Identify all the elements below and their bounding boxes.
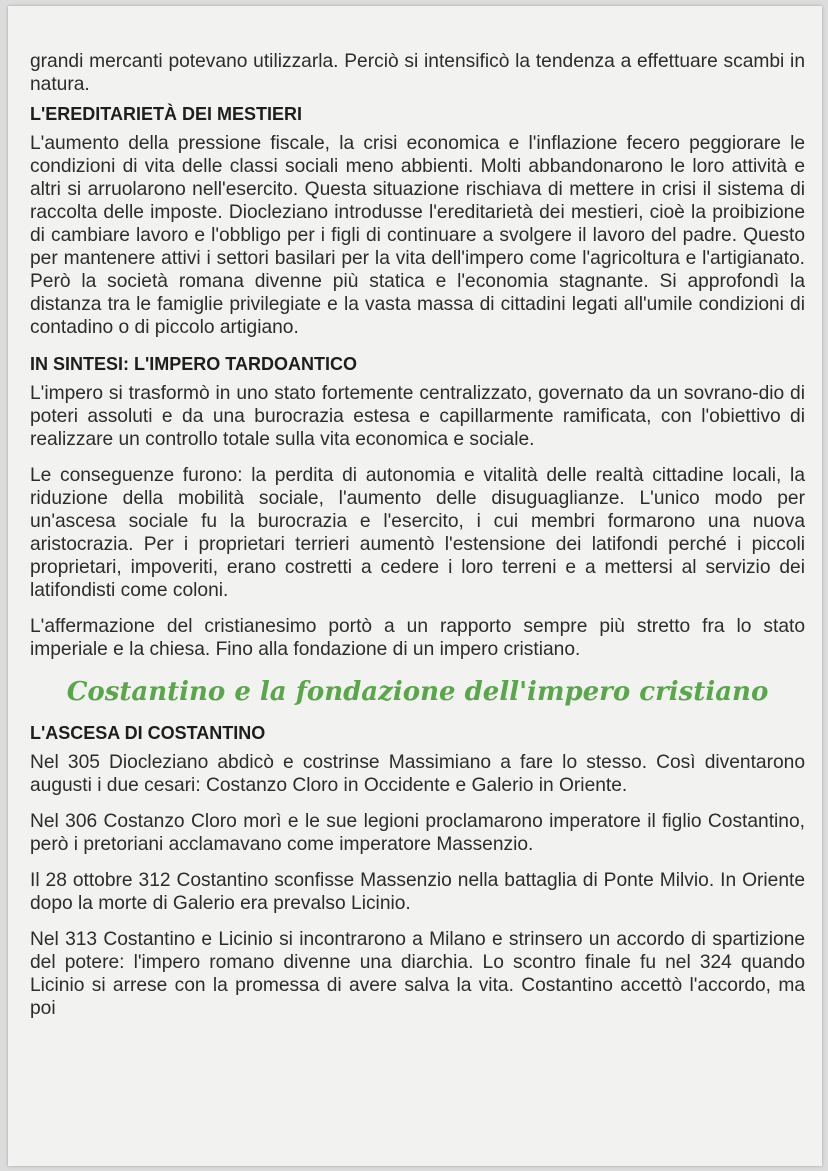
section-heading-sintesi: IN SINTESI: L'IMPERO TARDOANTICO xyxy=(30,354,357,374)
paragraph-sintesi-1: L'impero si trasformò in uno stato fortemente centralizzato, governato da un sovrano-dio di poteri assoluti e da una burocrazia estesa e capillarmente ramificata, con l'obiettivo di realizzare un controllo totale sulla vita economica e sociale. xyxy=(30,383,805,450)
section-heading-ascesa: L'ASCESA DI COSTANTINO xyxy=(30,723,266,743)
page-content xyxy=(30,50,805,1033)
section-heading-ereditarieta: L'EREDITARIETÀ DEI MESTIERI xyxy=(30,104,302,124)
document-page xyxy=(8,6,822,1166)
paragraph-ereditarieta: L'aumento della pressione fiscale, la crisi economica e l'inflazione fecero peggiorare le condizioni di vita delle classi sociali meno abbienti. Molti abbandonarono le loro attività e altri si arruolarono nell'esercito. Questa situazione rischiava di mettere in crisi il sistema di raccolta delle imposte. Diocleziano introdusse l'ereditarietà dei mestieri, cioè la proibizione di cambiare lavoro e l'obbligo per i figli di continuare a svolgere il lavoro del padre. Questo per mantenere attivi i settori basilari per la vita dell'impero come l'agricoltura e l'artigianato. Però la società romana divenne più statica e l'economia stagnante. Si approfondì la distanza tra le famiglie privilegiate e la vasta massa di cittadini legati all'umile condizioni di contadino o di piccolo artigiano. xyxy=(30,133,805,338)
paragraph-sintesi-3: L'affermazione del cristianesimo portò a un rapporto sempre più stretto fra lo stato imperiale e la chiesa. Fino alla fondazione di un impero cristiano. xyxy=(30,616,805,660)
paragraph-ascesa-306: Nel 306 Costanzo Cloro morì e le sue legioni proclamarono imperatore il figlio Costantino, però i pretoriani acclamavano come imperatore Massenzio. xyxy=(30,811,805,855)
paragraph-ascesa-305: Nel 305 Diocleziano abdicò e costrinse Massimiano a fare lo stesso. Così diventarono augusti i due cesari: Costanzo Cloro in Occidente e Galerio in Oriente. xyxy=(30,752,805,796)
paragraph-ascesa-312: Il 28 ottobre 312 Costantino sconfisse Massenzio nella battaglia di Ponte Milvio. In Oriente dopo la morte di Galerio era prevalso Licinio. xyxy=(30,870,805,914)
paragraph-sintesi-2: Le conseguenze furono: la perdita di autonomia e vitalità delle realtà cittadine locali, la riduzione della mobilità sociale, l'aumento delle disuguaglianze. L'unico modo per un'ascesa sociale fu la burocrazia e l'esercito, i cui membri formarono una nuova aristocrazia. Per i proprietari terrieri aumentò l'estensione dei latifondi perché i piccoli proprietari, impoveriti, erano costretti a cedere i loro terreni e a mettersi al servizio dei latifondisti come coloni. xyxy=(30,465,805,601)
paragraph-intro: grandi mercanti potevano utilizzarla. Perciò si intensificò la tendenza a effettuare scambi in natura. xyxy=(30,51,805,95)
paragraph-ascesa-313: Nel 313 Costantino e Licinio si incontrarono a Milano e strinsero un accordo di spartizione del potere: l'impero romano divenne una diarchia. Lo scontro finale fu nel 324 quando Licinio si arrese con la promessa di avere salva la vita. Costantino accettò l'accordo, ma poi xyxy=(30,929,805,1019)
chapter-title: Costantino e la fondazione dell'impero cristiano xyxy=(66,677,769,707)
